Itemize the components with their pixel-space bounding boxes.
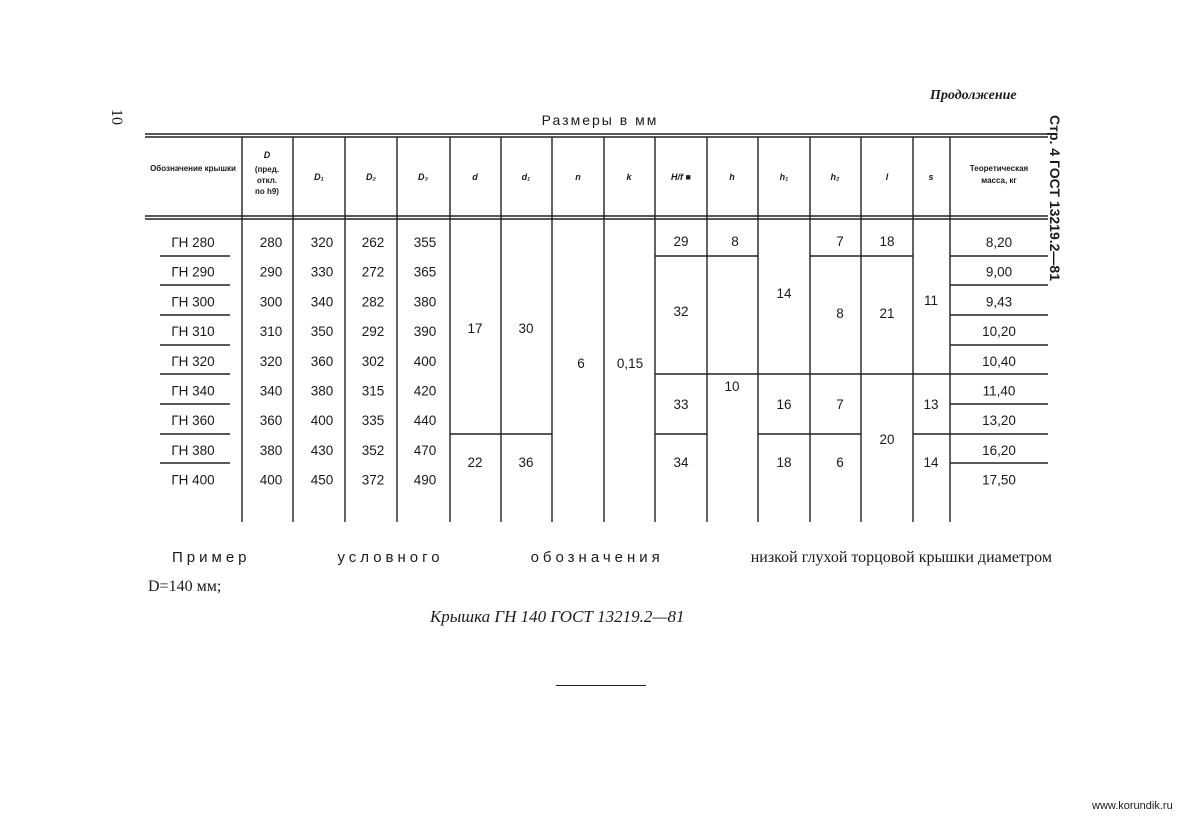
cell-D2: 282	[361, 294, 385, 310]
example-word-1: Пример	[172, 549, 251, 566]
cell-designation: ГН 340	[171, 383, 215, 399]
cell-D: 290	[259, 264, 283, 280]
header-d: d	[472, 172, 478, 182]
cell-D3: 365	[413, 264, 437, 280]
cell-D1: 430	[310, 442, 334, 458]
cell-designation: ГН 400	[171, 472, 215, 488]
cell-designation: ГН 280	[171, 235, 215, 250]
cell-mass: 10,20	[982, 324, 1016, 340]
cell-designation: ГН 360	[171, 413, 215, 429]
cell-D2: 272	[361, 264, 385, 280]
continuation-label: Продолжение	[930, 88, 1017, 103]
cell-D3: 400	[413, 353, 437, 369]
cell-D3: 440	[413, 413, 437, 429]
cell-h2-a: 7	[836, 234, 844, 249]
cell-d1-group-b: 36	[518, 455, 534, 470]
cell-D1: 450	[310, 472, 334, 488]
header-D-note-1: (пред.	[254, 165, 280, 174]
cell-h1-c: 18	[776, 455, 792, 470]
example-paragraph-line2: D=140 мм;	[148, 578, 222, 595]
cell-mass: 13,20	[982, 413, 1016, 429]
cell-mass: 9,00	[985, 264, 1013, 280]
cell-D2: 352	[361, 442, 385, 458]
cell-D1: 330	[310, 264, 334, 280]
header-mass-2: масса, кг	[981, 176, 1017, 185]
cell-designation: ГН 290	[171, 264, 215, 280]
cell-d1-group-a: 30	[518, 321, 534, 336]
cell-D1: 380	[310, 383, 334, 399]
header-D2: D₂	[366, 172, 376, 182]
cell-s-c: 14	[923, 455, 939, 470]
header-h2: h₂	[830, 172, 840, 182]
header-H: H/f ■	[671, 172, 691, 182]
cell-D1: 320	[310, 235, 334, 250]
example-paragraph-line1	[172, 549, 1052, 567]
cell-D: 380	[259, 442, 283, 458]
cell-D3: 390	[413, 324, 437, 340]
cell-D1: 340	[310, 294, 334, 310]
cell-h2-b: 8	[836, 306, 844, 321]
header-k: k	[626, 172, 632, 182]
example-rest: низкой глухой торцовой крышки диаметром	[750, 549, 1052, 566]
cell-D3: 355	[413, 235, 437, 250]
cell-D2: 292	[361, 324, 385, 340]
example-word-2: условного	[337, 549, 444, 566]
header-h1: h₁	[779, 172, 789, 182]
cell-D3: 420	[413, 383, 437, 399]
header-designation: Обозначение крышки	[150, 164, 236, 173]
cell-D: 320	[259, 353, 283, 369]
cell-D3: 470	[413, 442, 437, 458]
cell-D2: 302	[361, 353, 385, 369]
cell-D: 300	[259, 294, 283, 310]
cell-h1-a: 14	[776, 286, 792, 301]
cell-H-b: 32	[673, 304, 689, 319]
cell-H-d: 34	[673, 455, 689, 470]
cell-h-b: 10	[724, 379, 740, 394]
header-s: s	[928, 172, 934, 182]
cell-l-a: 18	[879, 234, 895, 249]
cell-h-a: 8	[731, 234, 739, 249]
header-D3: D₃	[418, 172, 428, 182]
cell-H-a: 29	[673, 234, 689, 249]
cell-D3: 490	[413, 472, 437, 488]
cell-D2: 372	[361, 472, 385, 488]
cell-k: 0,15	[616, 356, 644, 371]
cell-D: 360	[259, 413, 283, 429]
site-url: www.korundik.ru	[1092, 800, 1173, 812]
cell-mass: 11,40	[982, 383, 1016, 399]
table-rows	[171, 235, 1016, 488]
cell-d-group-b: 22	[467, 455, 483, 470]
header-D-note-3: по h9)	[255, 187, 279, 196]
cell-D1: 400	[310, 413, 334, 429]
cell-s-a: 11	[923, 293, 939, 308]
end-rule	[556, 685, 646, 686]
cell-D: 310	[259, 324, 283, 340]
cell-D: 400	[259, 472, 283, 488]
cell-D1: 350	[310, 324, 334, 340]
header-mass-1: Теоретическая	[969, 164, 1029, 173]
cell-d-group-a: 17	[467, 321, 483, 336]
cell-mass: 17,50	[982, 472, 1016, 488]
cell-D3: 380	[413, 294, 437, 310]
cell-s-b: 13	[923, 397, 939, 412]
header-n: n	[575, 172, 581, 182]
cell-h2-c: 7	[836, 397, 844, 412]
cell-h1-b: 16	[776, 397, 792, 412]
header-D: D	[263, 150, 271, 160]
example-designation: Крышка ГН 140 ГОСТ 13219.2—81	[430, 607, 685, 626]
header-h: h	[729, 172, 735, 182]
cell-D1: 360	[310, 353, 334, 369]
cell-n: 6	[577, 356, 585, 371]
cell-designation: ГН 320	[171, 353, 215, 369]
header-D1: D₁	[314, 172, 324, 182]
example-word-3: обозначения	[530, 549, 664, 566]
page-number: 10	[108, 109, 125, 125]
cell-l-c: 20	[879, 432, 895, 447]
cell-D2: 315	[361, 383, 385, 399]
cell-D: 340	[259, 383, 283, 399]
cell-h2-d: 6	[836, 455, 844, 470]
cell-mass: 16,20	[982, 442, 1016, 458]
cell-D2: 262	[361, 235, 385, 250]
cell-designation: ГН 380	[171, 442, 215, 458]
cell-D2: 335	[361, 413, 385, 429]
header-designation-1	[150, 164, 236, 173]
standard-side-caption: Стр. 4 ГОСТ 13219.2—81	[1047, 115, 1063, 281]
cell-D: 280	[259, 235, 283, 250]
cell-l-b: 21	[879, 306, 895, 321]
units-caption: Размеры в мм	[541, 112, 659, 128]
cell-designation: ГН 300	[171, 294, 215, 310]
cell-mass: 8,20	[985, 235, 1013, 250]
cell-mass: 9,43	[985, 294, 1013, 310]
header-d1: d₁	[521, 172, 531, 182]
cell-designation: ГН 310	[171, 324, 215, 340]
header-l: l	[885, 172, 889, 182]
header-D-note-2: откл.	[256, 176, 278, 185]
cell-mass: 10,40	[982, 353, 1016, 369]
cell-H-c: 33	[673, 397, 689, 412]
